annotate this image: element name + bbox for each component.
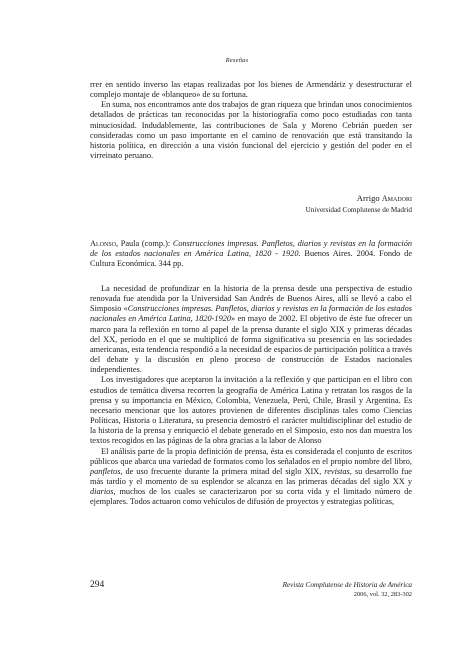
book-author: Alonso <box>90 239 116 248</box>
paragraph: rrer en sentido inverso las etapas realizadas por los bienes de Armendáriz y desestructurar el complejo montaje de «blanqueo» de su fortuna. <box>90 80 412 100</box>
emphasis: diarios <box>90 487 114 497</box>
paragraph: Los investigadores que aceptaron la invitación a la reflexión y que participan en el libro con estudios de temática diversa recorren la geografía de América Latina y retratan los rasgos de la prensa y su importancia en México, Colombia, Venezuela, Perú, Chile, Brasil y Argentina. Es necesario mencionar que los autores provienen de diferentes disciplinas tales como Ciencias Políticas, Historia o Literatura, su presencia demostró el carácter multidisciplinar del estudio de la historia de la prensa y enriqueció el debate generado en el Simposio, esto nos dan muestra los textos recogidos en las páginas de la obra gracias a la labor de Alonso <box>90 375 412 446</box>
page-number: 294 <box>90 580 105 590</box>
reviewer-first-name: Arrigo <box>356 193 380 203</box>
book-title: Construcciones impresas. Panfletos, diarios y revistas en la formación de los estados nacionales en América Latina, 1820 - 1920. <box>90 239 412 259</box>
text-run: , muchos de los cuales se caracterizaron por su corta vida y el limitado número de ejemplares. Todos actuaron como vehículos de difusión de proyectos y estrategias políticas, <box>90 487 412 507</box>
reviewer-surname: Amadori <box>381 194 412 203</box>
paragraph: En suma, nos encontramos ante dos trabajos de gran riqueza que brindan unos conocimientos detallados de prácticas tan reconocidas por la historiografía como poco estudiadas con tanta minuciosidad. Indudablemente, las contribuciones de Sala y Moreno Cebrián pueden ser consideradas como un paso importante en el camino de renovación que está transitando la historia política, en dirección a una visión funcional del ejercicio y gestión del poder en el virreinato peruano. <box>90 100 412 161</box>
emphasis: revistas <box>324 466 350 476</box>
text-run: , de uso frecuente durante la primera mitad del siglo XIX, <box>120 466 325 476</box>
review-body <box>90 284 412 507</box>
journal-volume: 2006, vol. 32, 283-302 <box>353 591 412 598</box>
reviewer-affiliation: Universidad Complutense de Madrid <box>305 206 412 214</box>
paragraph <box>90 284 412 375</box>
reviewer-name <box>357 193 412 204</box>
text-run: El análisis parte de la propia definición de prensa, ésta es considerada el conjunto de escritos públicos que abarca una variedad de formatos como los señalados en el propio nombre del libro, <box>90 446 412 466</box>
running-head: Reseñas <box>225 57 249 64</box>
text-run: La necesidad de profundizar en la historia de la prensa desde una perspectiva de estudio renovada fue atendida por la Universidad San Andrés de Buenos Aires, allí se llevó a cabo el Simposio « <box>90 284 412 314</box>
book-author-rest: , Paula (comp.): <box>116 239 173 248</box>
symposium-title: Construcciones impresas. Panfletos, diarios y revistas en la formación de los estados nacionales en América Latina, 1820-1920 <box>90 304 412 324</box>
book-imprint: Buenos Aires. 2004. Fondo de Cultura Económica. 344 pp. <box>90 249 412 269</box>
text-run: , su desarrollo fue más tardío y el momento de su esplendor se alcanza en las primeras décadas del siglo XX y <box>90 466 412 486</box>
journal-name: Revista Complutense de Historia de América <box>282 581 412 589</box>
text-run: » en mayo de 2002. El objetivo de éste fue ofrecer un marco para la reflexión en torno al papel de la prensa durante el siglo XIX y primeras décadas del XX, período en el que se multiplicó de forma significativa su presencia en las sociedades americanas, esta tendencia respondió a la necesidad de espacios de participación política a través del debate y la discusión en pleno proceso de construcción de Estados nacionales independientes. <box>90 314 412 375</box>
emphasis: panfletos <box>90 466 121 476</box>
previous-review-ending <box>90 80 412 161</box>
paragraph <box>90 447 412 508</box>
book-reference <box>90 239 412 269</box>
